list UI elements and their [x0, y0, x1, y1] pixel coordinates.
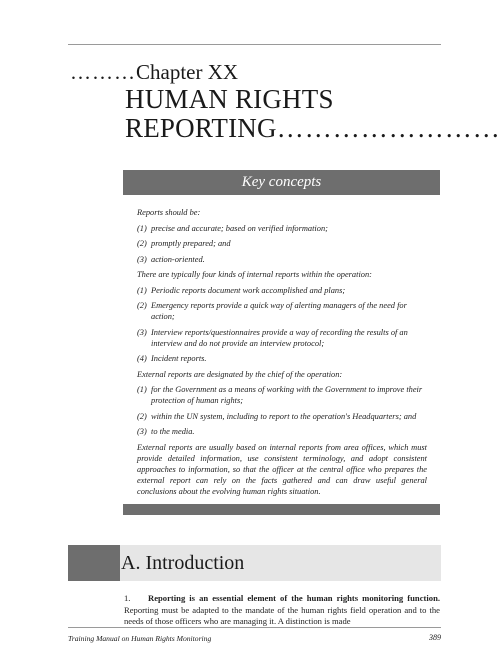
item-text: promptly prepared; and [151, 239, 231, 248]
item-text: to the media. [151, 427, 195, 436]
key-concepts-box [123, 170, 440, 515]
item-number: (2) [137, 301, 147, 310]
paragraph-number: 1. [124, 593, 131, 603]
body-paragraph [124, 593, 440, 628]
item-text: Incident reports. [151, 354, 207, 363]
kc-intro-internal: There are typically four kinds of internal reports within the operation: [137, 270, 372, 279]
footer-publication-title: Training Manual on Human Rights Monitoring [68, 634, 212, 643]
list-item [137, 285, 427, 296]
item-text: precise and accurate; based on verified information; [151, 223, 328, 233]
key-concepts-bottom-bar [123, 504, 440, 515]
item-text: Emergency reports provide a quick way of alerting managers of the need for action; [151, 301, 407, 321]
item-number: (1) [137, 223, 147, 233]
item-number: (1) [137, 385, 147, 394]
footer-rule [68, 627, 441, 628]
item-text: action-oriented. [151, 254, 205, 264]
key-concepts-heading: Key concepts [123, 170, 440, 195]
kc-intro-external: External reports are designated by the chief of the operation: [137, 369, 343, 379]
item-number: (1) [137, 285, 147, 295]
list-item [137, 300, 427, 322]
list-item [137, 223, 427, 234]
item-text: Interview reports/questionnaires provide a way of recording the results of an interview and do not provide an interview protocol; [151, 327, 408, 348]
list-item [137, 384, 427, 406]
item-number: (2) [137, 239, 147, 248]
paragraph-text: Reporting must be adapted to the mandate of the human rights field operation and to the needs of those officers who are managing it. A distinction is made [124, 604, 440, 626]
chapter-title-line-1: HUMAN RIGHTS [125, 84, 334, 114]
page-number: 389 [429, 633, 441, 642]
list-item [137, 353, 427, 364]
chapter-title-text: REPORTING [125, 113, 277, 143]
item-number: (3) [137, 254, 147, 264]
chapter-dots: ……… [70, 60, 136, 84]
chapter-label [70, 60, 238, 84]
item-number: (2) [137, 411, 147, 421]
chapter-title-line-2 [125, 113, 501, 143]
kc-intro-should: Reports should be: [137, 208, 201, 217]
chapter-text: Chapter XX [136, 60, 239, 84]
item-number: (3) [137, 427, 147, 436]
section-bar-dark-block [68, 545, 120, 581]
title-dots: …………………… [276, 113, 501, 143]
item-text: for the Government as a means of working with the Government to improve their protection of human rights; [151, 385, 423, 405]
top-rule [68, 44, 441, 45]
section-heading: A. Introduction [121, 552, 245, 574]
list-item [137, 426, 427, 437]
item-text: within the UN system, including to report to the operation's Headquarters; and [151, 411, 417, 421]
item-number: (3) [137, 327, 147, 337]
item-number: (4) [137, 354, 147, 363]
list-item [137, 411, 427, 422]
list-item [137, 327, 427, 349]
key-concepts-body [137, 207, 427, 501]
item-text: Periodic reports document work accomplished and plans; [151, 285, 346, 295]
kc-closing-paragraph: External reports are usually based on internal reports from area offices, which must provide detailed information, use consistent terminology, and adopt consistent approaches to information, so that the officer at the central office who prepares the external report can rely on the facts gathered and can draw useful general conclusions about the evolving human rights situation. [137, 442, 427, 496]
list-item [137, 238, 427, 249]
paragraph-lead: Reporting is an essential element of the human rights monitoring function. [148, 593, 440, 603]
list-item [137, 254, 427, 265]
